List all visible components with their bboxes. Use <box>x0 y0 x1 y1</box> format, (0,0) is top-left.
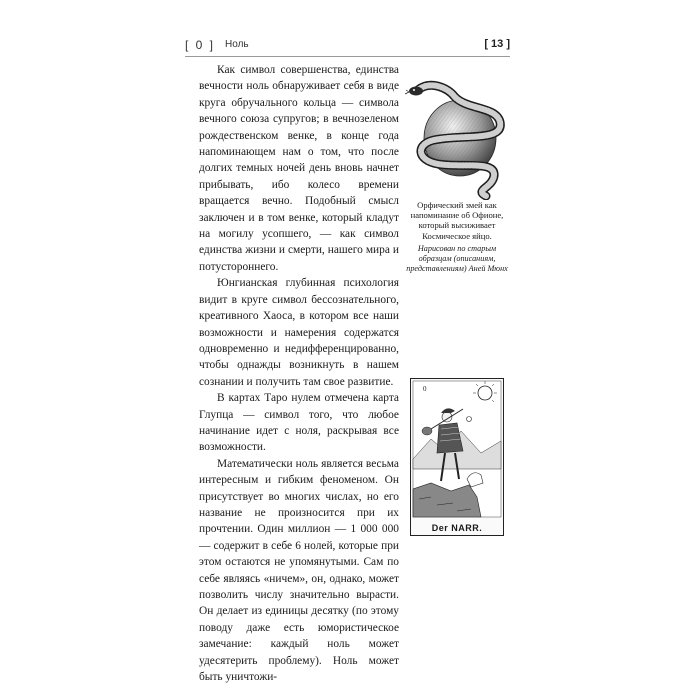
paragraph-1: Как символ совершенства, единства вечности ноль обнаруживает себя в виде круга обручального кольца — символа вечного союза супругов; в вечнозеленом рождественском венке, в конце года напоминающем нам о том, что после долгих темных ночей день вновь начнет прибывать, ибо колесо времени вращается вечно. Подобный смысл заключен и в том венке, который кладут на могилу усопшего, — как символ единства жизни и смерти, нашего мира и потустороннего. <box>199 64 399 273</box>
paragraph-2: Юнгианская глубинная психология видит в круге символ бессознательного, креативного Хаоса, в котором все наши возможности и намерения содержатся одновременно и недифференцированно, чтобы однажды возникнуть в нашем сознании и получить там свое развитие. <box>199 277 399 388</box>
paragraph-3: В картах Таро нулем отмечена карта Глупца — символ того, что любое начинание идет с ноля, раскрывая все возможности. <box>199 392 399 454</box>
tarot-card-number: 0 <box>423 385 427 393</box>
snake-caption-credit: Нарисован по старым образцам (описаниям, представлениям) Аней Мюнх <box>406 243 508 274</box>
tarot-card-label: Der NARR. <box>431 523 483 533</box>
orphic-snake-illustration <box>404 70 510 200</box>
snake-caption-text: Орфический змей как напоминание об Офионе, который высиживает Космическое яйцо. <box>410 200 504 241</box>
paragraph-4: Математически ноль является весьма интересным и гибким феноменом. Он присутствует во многих числах, но его название не произносится при их прочтении. Один миллион — 1 000 000 — содержит в себе 6 нолей, которые при этом остаются не упомянутыми. Сам по себе являясь «ничем», он, однако, может позволить числу значительно вырасти. Он делает из единицы десятку (по этому поводу даже есть юмористическое замечание: каждый ноль может удесятерить проблему). Ноль может быть уничтожи- <box>199 457 399 684</box>
chapter-title: Ноль <box>225 39 249 50</box>
page-number: [ 13 ] <box>484 38 510 50</box>
chapter-mark: [ 0 ] <box>185 38 216 52</box>
header-rule <box>185 56 510 57</box>
page-header <box>185 38 510 54</box>
tarot-fool-card <box>410 378 504 536</box>
snake-caption <box>404 200 510 274</box>
body-text <box>199 62 399 685</box>
